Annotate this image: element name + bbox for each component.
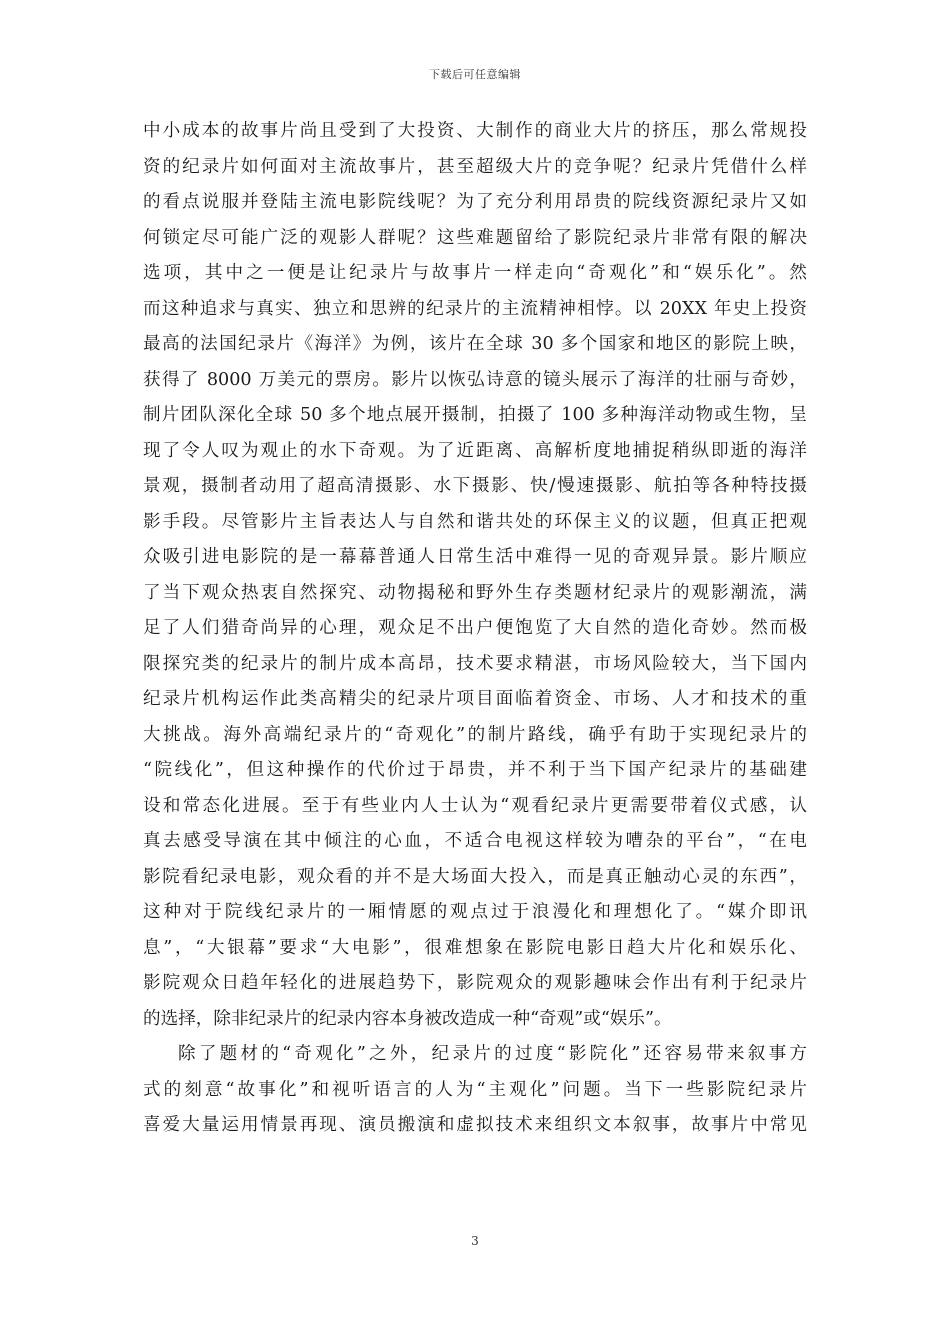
text-line: “院线化”，但这种操作的代价过于昂贵，并不利于当下国产纪录片的基础建 [143,760,807,780]
text-line: 这种对于院线纪录片的一厢情愿的观点过于浪漫化和理想化了。“媒介即讯 [143,902,807,922]
text-line: 息”，“大银幕”要求“大电影”，很难想象在影院电影日趋大片化和娱乐化、 [143,937,807,958]
paragraph-2 [143,1037,807,1144]
text-line: 足了人们猎奇尚异的心理，观众足不出户便饱览了大自然的造化奇妙。然而极 [143,618,807,638]
text-line: 式的刻意“故事化”和视听语言的人为“主观化”问题。当下一些影院纪录片 [143,1079,807,1100]
page-header: 下载后可任意编辑 [429,68,521,81]
text-line: 获得了 8000 万美元的票房。影片以恢弘诗意的镜头展示了海洋的壮丽与奇妙， [143,369,807,390]
text-line: 何锁定尽可能广泛的观影人群呢？这些难题留给了影院纪录片非常有限的解决 [143,227,807,248]
text-line: 的选择，除非纪录片的纪录内容本身被改造成一种“奇观”或“娱乐”。 [143,1008,672,1029]
text-line: 现了令人叹为观止的水下奇观。为了近距离、高解析度地捕捉稍纵即逝的海洋 [143,440,807,461]
text-line: 设和常态化进展。至于有些业内人士认为“观看纪录片更需要带着仪式感，认 [143,795,807,816]
text-line: 资的纪录片如何面对主流故事片，甚至超级大片的竞争呢？纪录片凭借什么样 [143,156,807,177]
text-line: 影手段。尽管影片主旨表达人与自然和谐共处的环保主义的议题，但真正把观 [143,511,807,532]
text-line: 大挑战。海外高端纪录片的“奇观化”的制片路线，确乎有助于实现纪录片的 [143,724,807,745]
text-line: 了当下观众热衷自然探究、动物揭秘和野外生存类题材纪录片的观影潮流，满 [143,582,807,603]
text-line: 限探究类的纪录片的制片成本高昂，技术要求精湛，市场风险较大，当下国内 [143,653,807,674]
text-line: 选项，其中之一便是让纪录片与故事片一样走向“奇观化”和“娱乐化”。然 [143,263,807,283]
text-line: 中小成本的故事片尚且受到了大投资、大制作的商业大片的挤压，那么常规投 [143,121,807,141]
text-line: 景观，摄制者动用了超高清摄影、水下摄影、快/慢速摄影、航拍等各种特技摄 [143,476,807,496]
text-line: 纪录片机构运作此类高精尖的纪录片项目面临着资金、市场、人才和技术的重 [143,689,807,709]
text-line: 影院观众日趋年轻化的进展趋势下，影院观众的观影趣味会作出有利于纪录片 [143,973,807,993]
text-line: 影院看纪录电影，观众看的并不是大场面大投入，而是真正触动心灵的东西”， [143,866,807,887]
text-line: 的看点说服并登陆主流电影院线呢？为了充分利用昂贵的院线资源纪录片又如 [143,192,807,212]
page-number: 3 [471,1234,479,1248]
text-line: 喜爱大量运用情景再现、演员搬演和虚拟技术来组织文本叙事，故事片中常见 [143,1115,807,1135]
text-line: 制片团队深化全球 50 多个地点展开摄制，拍摄了 100 多种海洋动物或生物，呈 [143,405,807,425]
text-line: 最高的法国纪录片《海洋》为例，该片在全球 30 多个国家和地区的影院上映， [143,334,807,354]
text-line: 除了题材的“奇观化”之外，纪录片的过度“影院化”还容易带来叙事方 [178,1044,807,1064]
text-line: 众吸引进电影院的是一幕幕普通人日常生活中难得一见的奇观异景。影片顺应 [143,547,807,567]
paragraph-1 [143,114,807,1037]
text-line: 而这种追求与真实、独立和思辨的纪录片的主流精神相悖。以 20XX 年史上投资 [143,298,807,319]
text-line: 真去感受导演在其中倾注的心血，不适合电视这样较为嘈杂的平台”，“在电 [143,831,807,851]
body-text [143,114,807,1144]
